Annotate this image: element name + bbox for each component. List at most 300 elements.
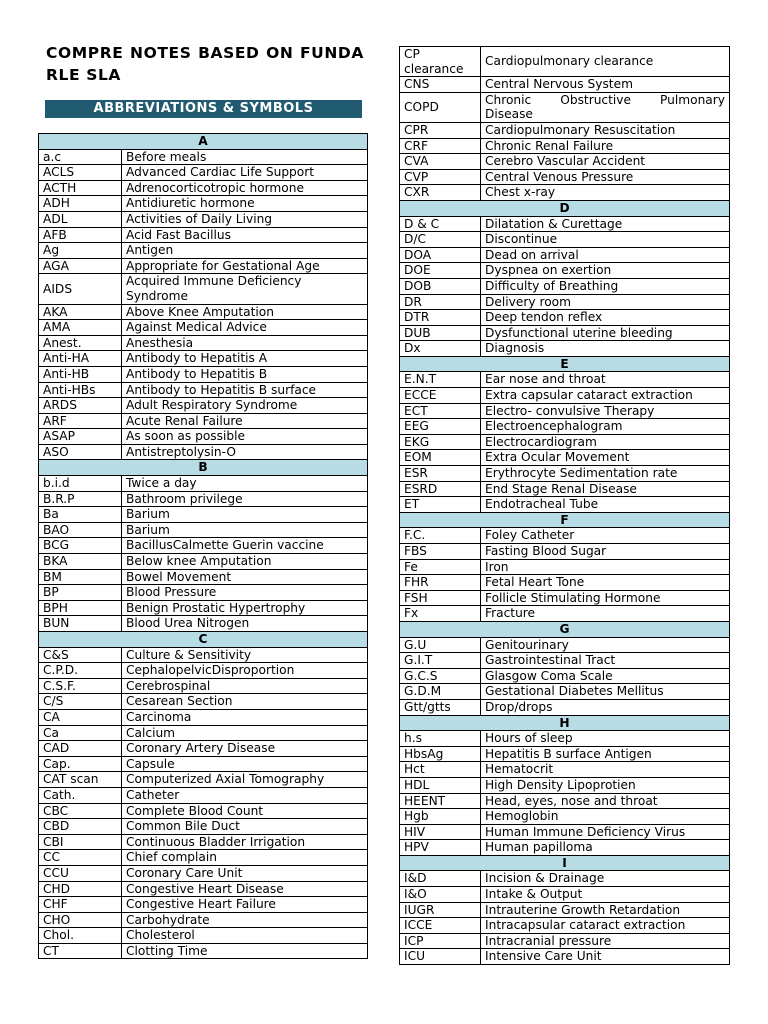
abbreviation-cell: Ca (39, 725, 122, 741)
section-header-row (400, 855, 730, 871)
abbreviation-cell: Gtt/gtts (400, 699, 481, 715)
table-row (400, 544, 730, 560)
table-row (400, 310, 730, 326)
page-title: COMPRE NOTES BASED ON FUNDA RLE SLA (46, 44, 364, 84)
abbreviation-cell: BKA (39, 554, 122, 570)
abbreviation-cell: CHF (39, 897, 122, 913)
table-row (39, 881, 368, 897)
meaning-cell: Coronary Care Unit (122, 865, 368, 881)
abbreviation-table-left (38, 133, 368, 959)
table-row (39, 756, 368, 772)
abbreviation-cell: CBC (39, 803, 122, 819)
table-row (400, 372, 730, 388)
section-letter: C (39, 632, 368, 648)
abbreviation-cell: CRF (400, 138, 481, 154)
meaning-cell: Gestational Diabetes Mellitus (481, 684, 730, 700)
table-row (400, 684, 730, 700)
abbreviation-cell: CA (39, 709, 122, 725)
abbreviation-cell: Fe (400, 559, 481, 575)
abbreviation-cell: E.N.T (400, 372, 481, 388)
abbreviation-cell: CVA (400, 154, 481, 170)
table-row (39, 274, 368, 304)
section-letter: F (400, 512, 730, 528)
table-row (400, 777, 730, 793)
table-row (400, 746, 730, 762)
table-row (400, 466, 730, 482)
table-row (39, 678, 368, 694)
meaning-cell: CephalopelvicDisproportion (122, 663, 368, 679)
table-row (400, 824, 730, 840)
table-row (400, 637, 730, 653)
table-row (39, 787, 368, 803)
meaning-cell: Antibody to Hepatitis A (122, 351, 368, 367)
abbreviation-cell: DOE (400, 263, 481, 279)
meaning-cell: Cerebrospinal (122, 678, 368, 694)
abbreviation-cell: AGA (39, 258, 122, 274)
table-row (39, 694, 368, 710)
abbreviation-cell: Dx (400, 341, 481, 357)
table-row (400, 653, 730, 669)
table-row (39, 398, 368, 414)
meaning-cell: Gastrointestinal Tract (481, 653, 730, 669)
meaning-cell: Electro- convulsive Therapy (481, 403, 730, 419)
abbreviation-cell: D & C (400, 216, 481, 232)
table-row (39, 897, 368, 913)
table-row (39, 165, 368, 181)
meaning-cell: Appropriate for Gestational Age (122, 258, 368, 274)
meaning-cell: Erythrocyte Sedimentation rate (481, 466, 730, 482)
table-row (400, 388, 730, 404)
table-row (39, 507, 368, 523)
table-row (400, 278, 730, 294)
meaning-cell: Cholesterol (122, 928, 368, 944)
meaning-cell: Follicle Stimulating Hormone (481, 590, 730, 606)
meaning-cell: Chief complain (122, 850, 368, 866)
abbreviation-cell: CHO (39, 912, 122, 928)
meaning-cell: Central Venous Pressure (481, 169, 730, 185)
abbreviation-cell: C/S (39, 694, 122, 710)
abbreviation-cell: CBD (39, 819, 122, 835)
abbreviation-cell: I&D (400, 871, 481, 887)
meaning-cell: Cesarean Section (122, 694, 368, 710)
abbreviation-cell: Cath. (39, 787, 122, 803)
table-row (400, 902, 730, 918)
table-row (39, 243, 368, 259)
abbreviation-cell: Fx (400, 606, 481, 622)
meaning-cell: Intracranial pressure (481, 933, 730, 949)
abbreviation-cell: G.C.S (400, 668, 481, 684)
abbreviation-cell: FSH (400, 590, 481, 606)
table-row (400, 216, 730, 232)
abbreviation-cell: Hct (400, 762, 481, 778)
abbreviation-cell: C.S.F. (39, 678, 122, 694)
abbreviation-cell: F.C. (400, 528, 481, 544)
abbreviation-cell: ICP (400, 933, 481, 949)
abbreviation-cell: Anest. (39, 335, 122, 351)
abbreviation-cell: Anti-HB (39, 366, 122, 382)
meaning-cell: Intrauterine Growth Retardation (481, 902, 730, 918)
meaning-cell: Foley Catheter (481, 528, 730, 544)
meaning-cell: Dyspnea on exertion (481, 263, 730, 279)
meaning-cell: Dysfunctional uterine bleeding (481, 325, 730, 341)
section-header-row (39, 460, 368, 476)
abbreviation-cell: BM (39, 569, 122, 585)
abbreviation-cell: G.I.T (400, 653, 481, 669)
meaning-cell: Endotracheal Tube (481, 497, 730, 513)
meaning-cell: Before meals (122, 149, 368, 165)
meaning-cell: BacillusCalmette Guerin vaccine (122, 538, 368, 554)
meaning-cell: Hemoglobin (481, 809, 730, 825)
meaning-cell: Catheter (122, 787, 368, 803)
meaning-cell: Capsule (122, 756, 368, 772)
meaning-cell: Hepatitis B surface Antigen (481, 746, 730, 762)
abbreviation-cell: EOM (400, 450, 481, 466)
table-row (39, 522, 368, 538)
meaning-cell: Anesthesia (122, 335, 368, 351)
abbreviation-cell: ASAP (39, 429, 122, 445)
table-row (39, 834, 368, 850)
abbreviation-cell: CPR (400, 122, 481, 138)
meaning-cell: Adrenocorticotropic hormone (122, 180, 368, 196)
table-row (39, 663, 368, 679)
table-row (400, 47, 730, 77)
meaning-cell: Human Immune Deficiency Virus (481, 824, 730, 840)
table-row (400, 933, 730, 949)
table-row (39, 351, 368, 367)
table-row (400, 92, 730, 122)
abbreviation-cell: BCG (39, 538, 122, 554)
abbreviation-cell: ET (400, 497, 481, 513)
abbreviation-cell: EKG (400, 434, 481, 450)
table-row (39, 709, 368, 725)
abbreviation-cell: AIDS (39, 274, 122, 304)
meaning-cell: Culture & Sensitivity (122, 647, 368, 663)
abbreviation-cell: BAO (39, 522, 122, 538)
abbreviation-cell: ADH (39, 196, 122, 212)
table-row (400, 497, 730, 513)
meaning-cell: Delivery room (481, 294, 730, 310)
abbreviation-cell: IUGR (400, 902, 481, 918)
table-row (400, 77, 730, 93)
abbreviation-cell: CHD (39, 881, 122, 897)
abbreviation-cell: b.i.d (39, 476, 122, 492)
table-row (39, 554, 368, 570)
table-row (39, 258, 368, 274)
section-header-row (39, 134, 368, 150)
abbreviation-cell: ACLS (39, 165, 122, 181)
table-row (39, 850, 368, 866)
abbreviation-cell: BPH (39, 600, 122, 616)
table-row (39, 335, 368, 351)
meaning-cell: Incision & Drainage (481, 871, 730, 887)
table-row (39, 491, 368, 507)
table-row (400, 887, 730, 903)
abbreviation-cell: Hgb (400, 809, 481, 825)
abbreviation-cell: B.R.P (39, 491, 122, 507)
abbreviation-cell: CVP (400, 169, 481, 185)
table-row (400, 450, 730, 466)
meaning-cell: Congestive Heart Failure (122, 897, 368, 913)
table-row (39, 600, 368, 616)
meaning-cell: Extra capsular cataract extraction (481, 388, 730, 404)
table-row (400, 434, 730, 450)
meaning-cell: Blood Urea Nitrogen (122, 616, 368, 632)
section-header-row (400, 356, 730, 372)
table-row (400, 341, 730, 357)
meaning-cell: Computerized Axial Tomography (122, 772, 368, 788)
abbreviation-cell: ICU (400, 949, 481, 965)
table-row (39, 211, 368, 227)
meaning-cell: Hematocrit (481, 762, 730, 778)
table-row (39, 819, 368, 835)
meaning-cell: Deep tendon reflex (481, 310, 730, 326)
abbreviation-cell: AFB (39, 227, 122, 243)
abbreviation-cell: AMA (39, 320, 122, 336)
meaning-cell: Barium (122, 507, 368, 523)
meaning-cell: Coronary Artery Disease (122, 741, 368, 757)
table-row (39, 585, 368, 601)
table-row (400, 731, 730, 747)
abbreviation-cell: CT (39, 943, 122, 959)
meaning-cell: Benign Prostatic Hypertrophy (122, 600, 368, 616)
meaning-cell: Discontinue (481, 232, 730, 248)
abbreviation-cell: DOB (400, 278, 481, 294)
table-row (400, 138, 730, 154)
meaning-cell: Fasting Blood Sugar (481, 544, 730, 560)
table-row (400, 590, 730, 606)
meaning-cell: Drop/drops (481, 699, 730, 715)
table-row (400, 419, 730, 435)
abbreviation-cell: C&S (39, 647, 122, 663)
abbreviation-cell: C.P.D. (39, 663, 122, 679)
section-header-row (39, 632, 368, 648)
section-header-row (400, 715, 730, 731)
meaning-cell: Cardiopulmonary Resuscitation (481, 122, 730, 138)
table-row (400, 185, 730, 201)
meaning-cell: Advanced Cardiac Life Support (122, 165, 368, 181)
abbreviation-cell: ICCE (400, 918, 481, 934)
table-row (400, 793, 730, 809)
abbreviation-cell: ACTH (39, 180, 122, 196)
abbreviation-cell: I&O (400, 887, 481, 903)
abbreviation-cell: FBS (400, 544, 481, 560)
abbreviation-cell: HbsAg (400, 746, 481, 762)
abbreviation-cell: CNS (400, 77, 481, 93)
table-row (400, 325, 730, 341)
table-row (39, 741, 368, 757)
abbreviation-cell: HDL (400, 777, 481, 793)
table-row (39, 227, 368, 243)
section-letter: D (400, 200, 730, 216)
abbreviation-cell: HIV (400, 824, 481, 840)
abbreviation-cell: G.D.M (400, 684, 481, 700)
abbreviation-cell: D/C (400, 232, 481, 248)
meaning-cell: Blood Pressure (122, 585, 368, 601)
meaning-cell: Acute Renal Failure (122, 413, 368, 429)
abbreviation-cell: DOA (400, 247, 481, 263)
meaning-cell: Diagnosis (481, 341, 730, 357)
table-row (400, 809, 730, 825)
meaning-cell: High Density Lipoprotien (481, 777, 730, 793)
abbreviation-cell: Chol. (39, 928, 122, 944)
abbreviation-table-right (399, 46, 730, 965)
meaning-cell: Acquired Immune Deficiency Syndrome (122, 274, 368, 304)
meaning-cell: Bathroom privilege (122, 491, 368, 507)
table-row (39, 429, 368, 445)
meaning-cell: Antistreptolysin-O (122, 444, 368, 460)
abbreviation-cell: BUN (39, 616, 122, 632)
meaning-cell: As soon as possible (122, 429, 368, 445)
abbreviation-cell: ASO (39, 444, 122, 460)
table-row (39, 772, 368, 788)
meaning-cell: Ear nose and throat (481, 372, 730, 388)
meaning-cell: Antigen (122, 243, 368, 259)
abbreviation-cell: CBI (39, 834, 122, 850)
table-row (400, 575, 730, 591)
table-row (39, 725, 368, 741)
table-row (400, 154, 730, 170)
abbreviation-cell: CAT scan (39, 772, 122, 788)
meaning-cell: Activities of Daily Living (122, 211, 368, 227)
table-row (400, 840, 730, 856)
meaning-cell: Fetal Heart Tone (481, 575, 730, 591)
section-letter: B (39, 460, 368, 476)
table-row (400, 247, 730, 263)
meaning-cell: Complete Blood Count (122, 803, 368, 819)
section-letter: G (400, 621, 730, 637)
meaning-cell: Against Medical Advice (122, 320, 368, 336)
meaning-cell: Central Nervous System (481, 77, 730, 93)
table-row (400, 294, 730, 310)
meaning-cell: Fracture (481, 606, 730, 622)
table-row (39, 304, 368, 320)
abbreviation-cell: a.c (39, 149, 122, 165)
table-row (39, 149, 368, 165)
abbreviation-cell: Ag (39, 243, 122, 259)
meaning-cell: Antibody to Hepatitis B (122, 366, 368, 382)
abbreviation-cell: ESR (400, 466, 481, 482)
abbreviation-cell: h.s (400, 731, 481, 747)
meaning-cell: Above Knee Amputation (122, 304, 368, 320)
abbreviation-cell: DTR (400, 310, 481, 326)
meaning-cell: Hours of sleep (481, 731, 730, 747)
meaning-cell: Electroencephalogram (481, 419, 730, 435)
table-row (400, 528, 730, 544)
meaning-cell: Dead on arrival (481, 247, 730, 263)
section-letter: A (39, 134, 368, 150)
abbreviation-cell: CXR (400, 185, 481, 201)
table-row (400, 122, 730, 138)
meaning-cell: Genitourinary (481, 637, 730, 653)
meaning-cell: Difficulty of Breathing (481, 278, 730, 294)
table-row (39, 366, 368, 382)
abbreviation-cell: ESRD (400, 481, 481, 497)
meaning-cell: Calcium (122, 725, 368, 741)
meaning-cell: Chest x-ray (481, 185, 730, 201)
abbreviation-cell: ECT (400, 403, 481, 419)
meaning-cell: Head, eyes, nose and throat (481, 793, 730, 809)
table-row (400, 559, 730, 575)
meaning-cell: Clotting Time (122, 943, 368, 959)
meaning-cell: Chronic Renal Failure (481, 138, 730, 154)
abbreviation-cell: DUB (400, 325, 481, 341)
meaning-cell: End Stage Renal Disease (481, 481, 730, 497)
abbreviation-cell: DR (400, 294, 481, 310)
meaning-cell: Intracapsular cataract extraction (481, 918, 730, 934)
table-row (400, 481, 730, 497)
section-banner: ABBREVIATIONS & SYMBOLS (45, 100, 362, 118)
table-row (400, 762, 730, 778)
abbreviation-cell: HEENT (400, 793, 481, 809)
abbreviation-cell: ARDS (39, 398, 122, 414)
table-row (39, 569, 368, 585)
abbreviation-cell: CC (39, 850, 122, 866)
meaning-cell: Congestive Heart Disease (122, 881, 368, 897)
abbreviation-cell: BP (39, 585, 122, 601)
abbreviation-cell: EEG (400, 419, 481, 435)
table-row (39, 538, 368, 554)
table-row (39, 196, 368, 212)
abbreviation-cell: Cap. (39, 756, 122, 772)
abbreviation-cell: CAD (39, 741, 122, 757)
table-row (400, 403, 730, 419)
meaning-cell: Electrocardiogram (481, 434, 730, 450)
section-header-row (400, 621, 730, 637)
table-row (400, 169, 730, 185)
table-row (39, 647, 368, 663)
section-letter: I (400, 855, 730, 871)
table-row (39, 616, 368, 632)
meaning-cell: Iron (481, 559, 730, 575)
section-letter: H (400, 715, 730, 731)
meaning-cell: Intake & Output (481, 887, 730, 903)
abbreviation-cell: Anti-HBs (39, 382, 122, 398)
abbreviation-cell: HPV (400, 840, 481, 856)
meaning-cell: Antidiuretic hormone (122, 196, 368, 212)
table-row (39, 803, 368, 819)
meaning-cell: Barium (122, 522, 368, 538)
abbreviation-cell: CCU (39, 865, 122, 881)
table-row (39, 444, 368, 460)
table-row (400, 918, 730, 934)
table-row (39, 180, 368, 196)
abbreviation-cell: ECCE (400, 388, 481, 404)
abbreviation-cell: Ba (39, 507, 122, 523)
meaning-cell: Chronic Obstructive Pulmonary Disease (481, 92, 730, 122)
meaning-cell: Carcinoma (122, 709, 368, 725)
abbreviation-cell: Anti-HA (39, 351, 122, 367)
table-row (39, 382, 368, 398)
meaning-cell: Bowel Movement (122, 569, 368, 585)
meaning-cell: Cardiopulmonary clearance (481, 47, 730, 77)
meaning-cell: Human papilloma (481, 840, 730, 856)
table-row (400, 263, 730, 279)
table-row (39, 928, 368, 944)
table-row (400, 668, 730, 684)
table-row (39, 413, 368, 429)
meaning-cell: Cerebro Vascular Accident (481, 154, 730, 170)
table-row (39, 865, 368, 881)
abbreviation-cell: AKA (39, 304, 122, 320)
meaning-cell: Common Bile Duct (122, 819, 368, 835)
table-row (39, 912, 368, 928)
table-row (400, 949, 730, 965)
meaning-cell: Glasgow Coma Scale (481, 668, 730, 684)
abbreviation-cell: FHR (400, 575, 481, 591)
table-row (400, 871, 730, 887)
section-header-row (400, 200, 730, 216)
section-header-row (400, 512, 730, 528)
